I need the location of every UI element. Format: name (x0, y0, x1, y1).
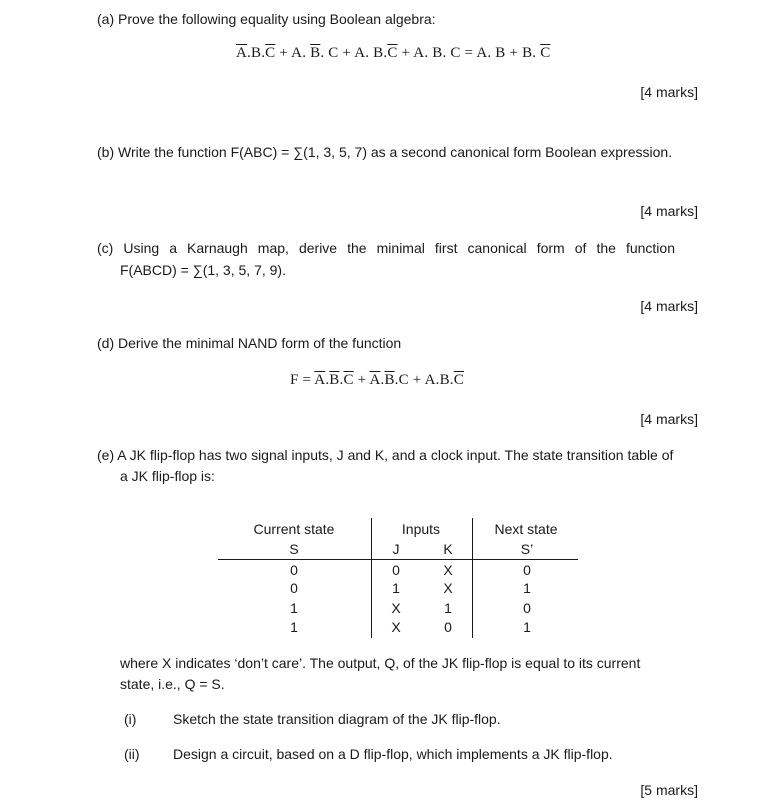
table-cell: 1 (392, 580, 400, 596)
question-b-marks: [4 marks] (640, 203, 698, 219)
table-cell: X (391, 619, 401, 635)
table-cell: X (443, 562, 453, 578)
question-a-marks: [4 marks] (640, 84, 698, 100)
table-cell: 0 (523, 600, 531, 616)
question-d-prompt: (d) Derive the minimal NAND form of the function (97, 335, 402, 351)
table-divider-2 (472, 518, 473, 638)
subpart-i-text: Sketch the state transition diagram of the JK flip-flop. (173, 711, 501, 727)
equation-d: $F = \overline{A}.\overline{B}.\overline{C} + \overline{A}.\overline{B}.C + A.B.\overline{C}$ (290, 372, 464, 388)
table-cell: 1 (290, 619, 298, 635)
header-current-state: Current state (253, 521, 335, 537)
table-cell: X (443, 580, 453, 596)
question-c-marks: [4 marks] (640, 298, 698, 314)
table-cell: X (391, 600, 401, 616)
table-cell: 1 (290, 600, 298, 616)
header-s: S (289, 541, 299, 557)
question-e-note-line2: state, i.e., Q = S. (120, 676, 225, 692)
table-cell: 0 (392, 562, 400, 578)
table-header-rule (218, 559, 578, 560)
subpart-i-label: (i) (124, 711, 137, 727)
question-c-line1: (c) Using a Karnaugh map, derive the minimal first canonical form of the function (97, 240, 675, 256)
header-s-prime: S’ (520, 541, 534, 557)
question-e-note-line1: where X indicates ‘don’t care’. The output, Q, of the JK flip-flop is equal to its current (120, 655, 641, 671)
question-d-marks: [4 marks] (640, 411, 698, 427)
subpart-ii-text: Design a circuit, based on a D flip-flop, which implements a JK flip-flop. (173, 746, 613, 762)
table-cell: 0 (444, 619, 452, 635)
question-e-marks: [5 marks] (640, 782, 698, 798)
question-b-prompt: (b) Write the function F(ABC) = ∑(1, 3, 5, 7) as a second canonical form Boolean expression. (97, 144, 673, 160)
header-j: J (392, 541, 400, 557)
question-e-line1: (e) A JK flip-flop has two signal inputs, J and K, and a clock input. The state transition table of (97, 447, 674, 463)
table-cell: 1 (523, 580, 531, 596)
question-e-line2: a JK flip-flop is: (120, 468, 215, 484)
header-next-state: Next state (494, 521, 558, 537)
subpart-ii-label: (ii) (124, 746, 140, 762)
table-cell: 1 (444, 600, 452, 616)
equation-a: $\overline{A}.B.\overline{C} + A$. $\overline{B}$. C + A. $B.\overline{C} + A$. B. C = A. B + B. $\overline{C}$ (236, 45, 551, 61)
question-c-line2: F(ABCD) = ∑(1, 3, 5, 7, 9). (120, 262, 286, 278)
table-divider-1 (371, 518, 372, 638)
table-cell: 1 (523, 619, 531, 635)
table-cell: 0 (290, 580, 298, 596)
header-inputs: Inputs (401, 521, 441, 537)
table-cell: 0 (290, 562, 298, 578)
question-a-prompt: (a) Prove the following equality using Boolean algebra: (97, 11, 436, 27)
table-cell: 0 (523, 562, 531, 578)
header-k: K (443, 541, 453, 557)
